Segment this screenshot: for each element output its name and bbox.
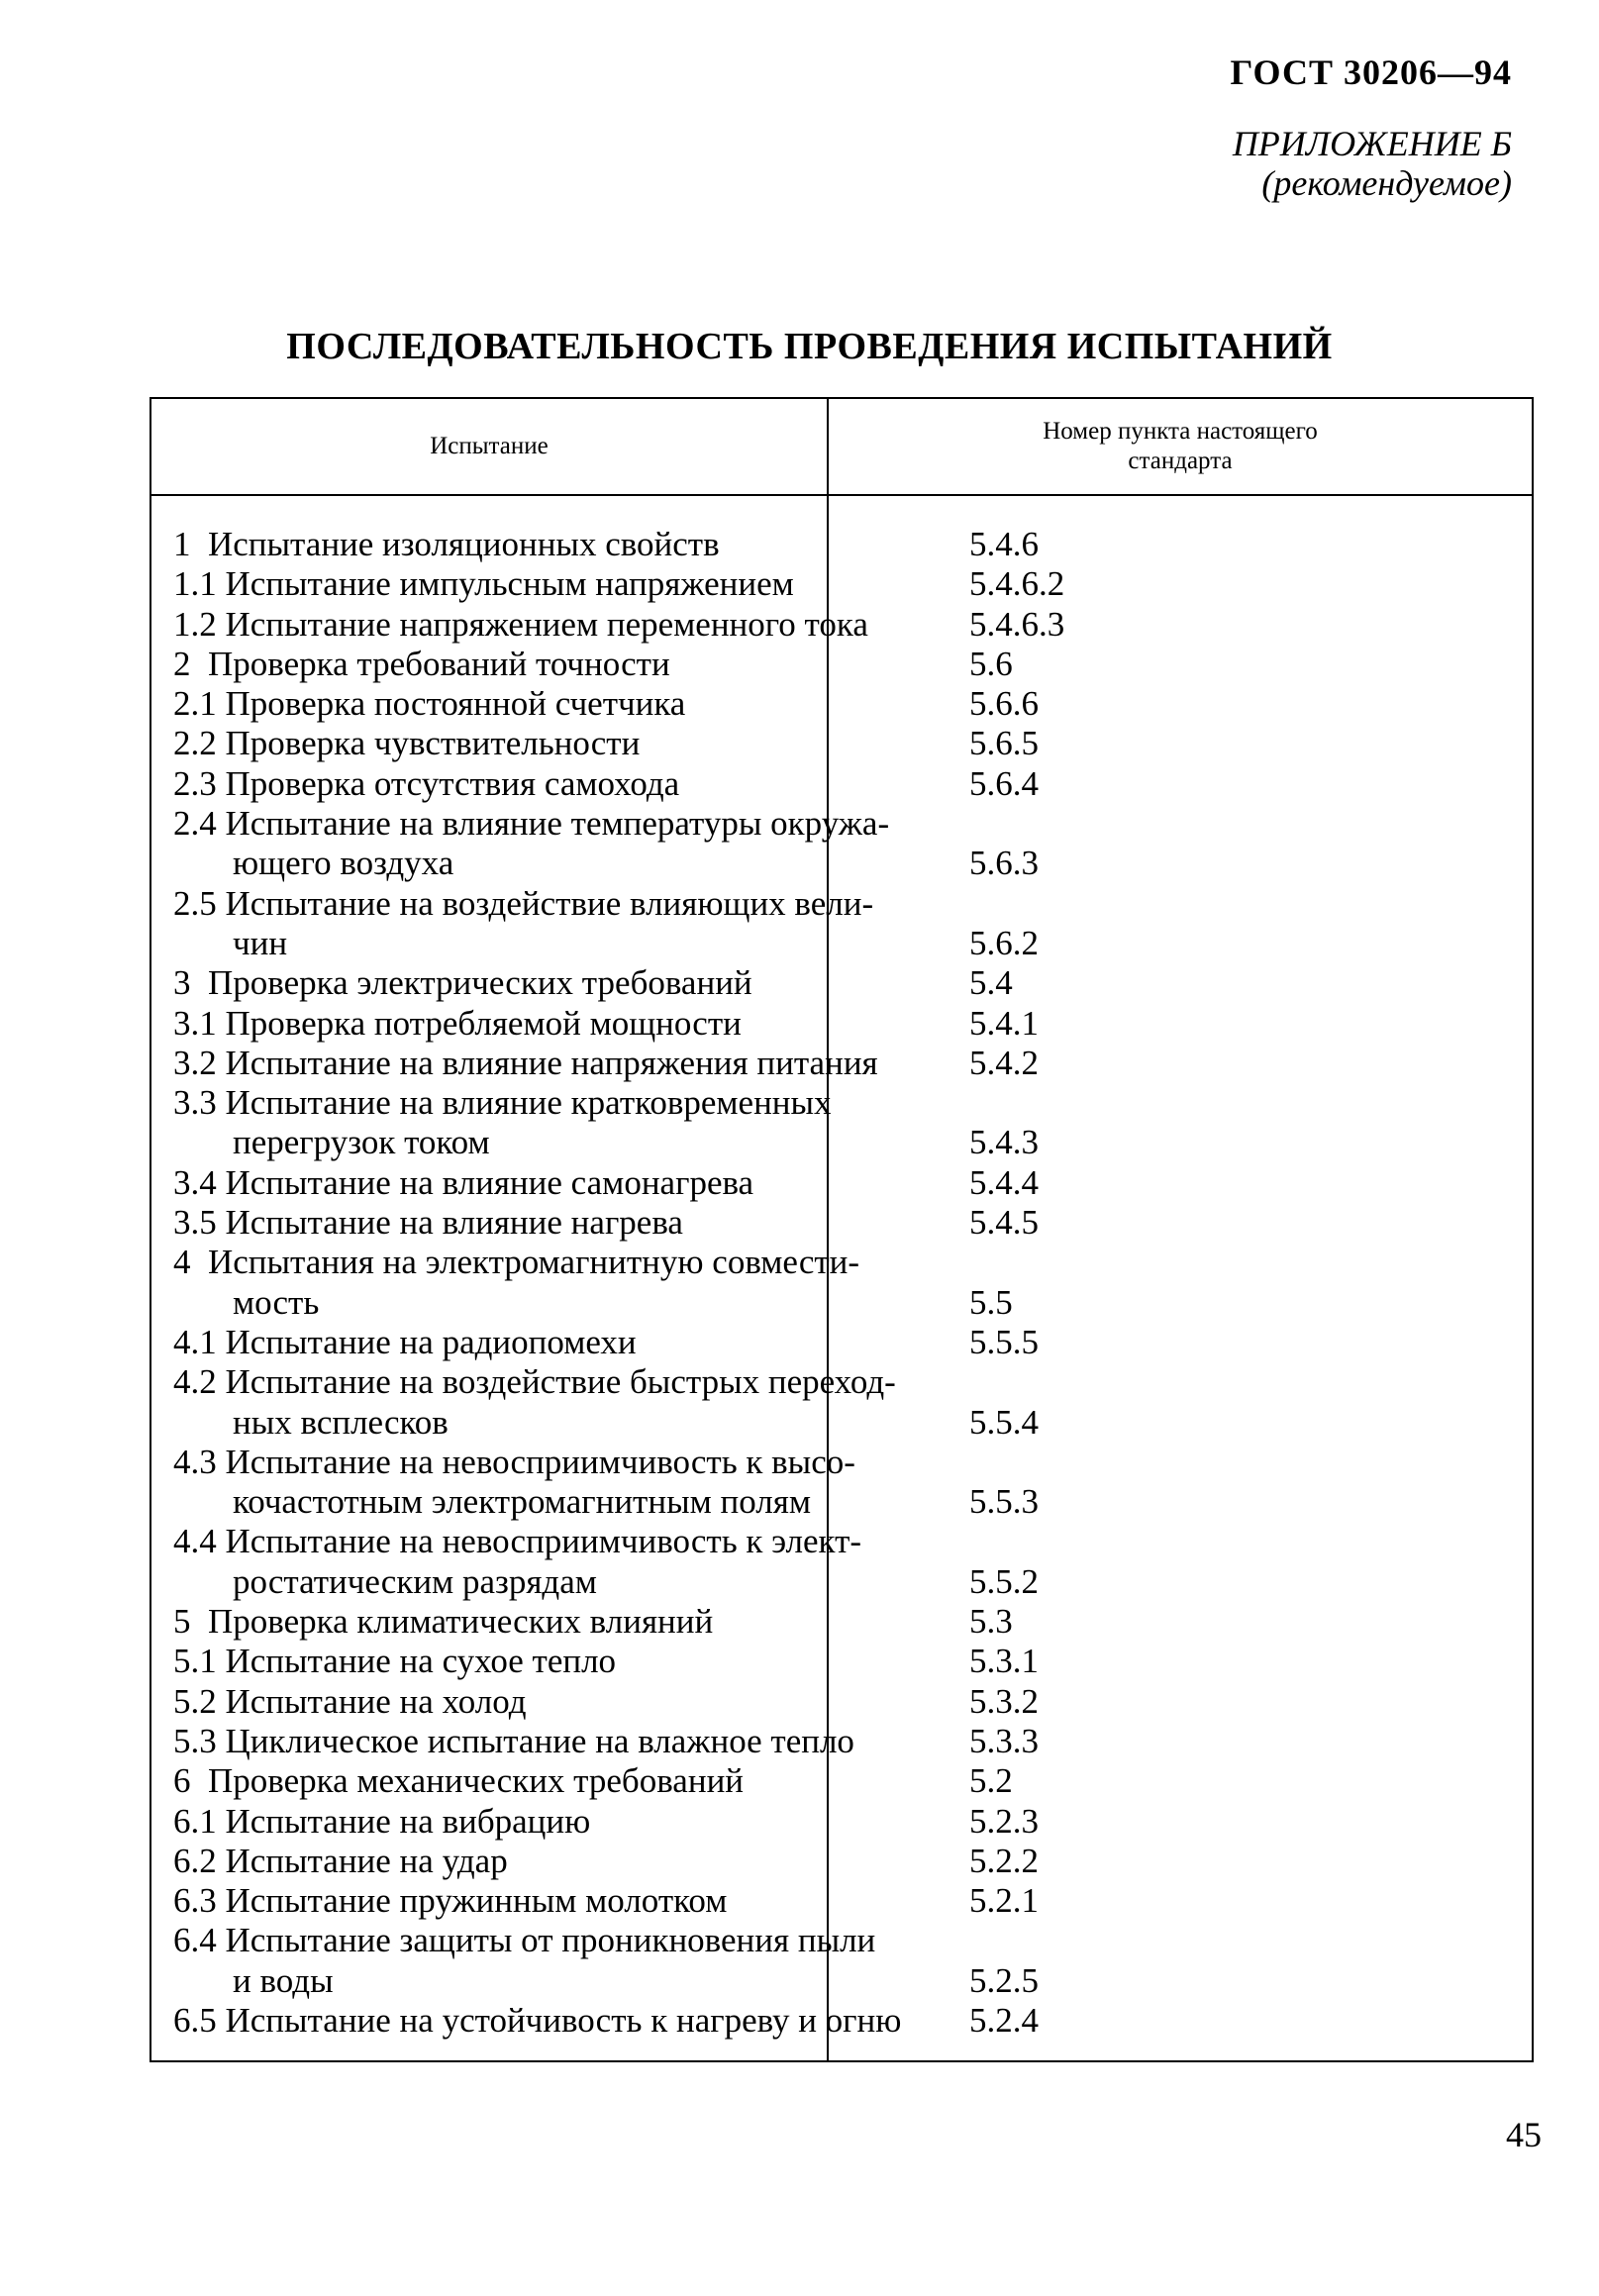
standard-number: ГОСТ 30206—94 (1230, 52, 1512, 92)
test-name: 2.5 Испытание на воздействие влияющих вели- (173, 883, 874, 923)
test-name-cell (150, 1921, 876, 2001)
test-name-cell (150, 1761, 827, 1801)
test-name-cell (150, 963, 827, 1003)
clause-reference-cell: 5.4.3 (969, 1123, 1039, 1162)
test-name: 5.2 Испытание на холод (173, 1681, 527, 1721)
table-row (150, 1203, 1534, 1243)
table-header-divider (150, 494, 1534, 496)
test-name-continuation: ющего воздуха (233, 844, 454, 883)
table-row (150, 1881, 1534, 1921)
test-name: 3 Проверка электрических требований (173, 963, 752, 1003)
test-name: 3.1 Проверка потребляемой мощности (173, 1003, 742, 1043)
clause-reference-cell: 5.4.6.2 (969, 564, 1065, 604)
clause-reference-cell: 5.6 (969, 644, 1013, 683)
test-name-cell (150, 564, 827, 604)
clause-reference-cell: 5.4 (969, 963, 1013, 1003)
test-name-cell (150, 1203, 827, 1243)
test-name-cell (150, 604, 868, 645)
table-row (150, 724, 1534, 763)
test-name-continuation: ростатическим разрядам (233, 1561, 597, 1601)
test-name: 5.1 Испытание на сухое тепло (173, 1642, 617, 1681)
clause-reference-cell: 5.3.2 (969, 1681, 1039, 1721)
clause-reference-cell: 5.5.3 (969, 1482, 1039, 1522)
test-name: 3.3 Испытание на влияние кратковременных (173, 1083, 832, 1123)
test-name-continuation: перегрузок током (233, 1123, 490, 1162)
clause-reference-cell: 5.6.6 (969, 684, 1039, 724)
table-row (150, 1362, 1534, 1443)
test-name-continuation: кочастотным электромагнитным полям (233, 1482, 811, 1522)
test-name-cell (150, 1243, 860, 1323)
column-header-test: Испытание (430, 433, 549, 459)
table-row (150, 764, 1534, 804)
table-row (150, 1083, 1534, 1163)
clause-reference-cell: 5.5.5 (969, 1322, 1039, 1361)
page-number: 45 (1506, 2115, 1542, 2154)
clause-reference-cell: 5.3.3 (969, 1721, 1039, 1760)
test-name: 3.4 Испытание на влияние самонагрева (173, 1162, 754, 1202)
test-name-cell (150, 804, 890, 884)
table-row (150, 645, 1534, 684)
table-row (150, 963, 1534, 1003)
clause-reference-cell: 5.2.5 (969, 1960, 1039, 2000)
table-row (150, 884, 1534, 964)
table-row (150, 804, 1534, 884)
test-name-cell (150, 1043, 878, 1083)
table-row (150, 1323, 1534, 1362)
test-name: 2.4 Испытание на влияние температуры окружа- (173, 804, 890, 844)
table-row (150, 1642, 1534, 1681)
appendix-note: (рекомендуемое) (1261, 163, 1512, 203)
test-name: 5 Проверка климатических влияний (173, 1602, 714, 1642)
clause-reference-cell: 5.2.1 (969, 1881, 1039, 1921)
clause-reference-cell: 5.2.2 (969, 1841, 1039, 1880)
test-name-continuation: и воды (233, 1960, 334, 2000)
test-name-cell (150, 1642, 827, 1681)
test-name-cell (150, 1522, 862, 1602)
clause-reference-cell: 5.3 (969, 1602, 1013, 1642)
test-name-cell (150, 684, 827, 724)
test-name-cell (150, 1842, 827, 1881)
clause-reference-cell: 5.5.4 (969, 1402, 1039, 1442)
test-name-continuation: чин (233, 923, 288, 962)
test-name: 1 Испытание изоляционных свойств (173, 525, 720, 563)
table-row (150, 1602, 1534, 1642)
test-name-cell (150, 724, 827, 763)
table-row (150, 1682, 1534, 1722)
table-row (150, 525, 1534, 564)
test-name-cell (150, 1083, 832, 1163)
clause-reference-cell: 5.5.2 (969, 1561, 1039, 1601)
clause-reference-cell: 5.4.2 (969, 1043, 1039, 1082)
test-name: 4.4 Испытание на невосприимчивость к элект- (173, 1522, 862, 1561)
test-name: 5.3 Циклическое испытание на влажное тепло (173, 1721, 854, 1760)
test-name-cell (150, 1721, 854, 1761)
clause-reference-cell: 5.3.1 (969, 1642, 1039, 1681)
test-name: 4.3 Испытание на невосприимчивость к высо- (173, 1442, 855, 1481)
test-name-cell (150, 1163, 827, 1203)
appendix-label: ПРИЛОЖЕНИЕ Б (1232, 124, 1512, 163)
test-name: 2 Проверка требований точности (173, 644, 670, 683)
test-name-cell (150, 764, 827, 804)
test-name: 6.5 Испытание на устойчивость к нагреву и огню (173, 2000, 902, 2040)
table-row (150, 1921, 1534, 2001)
table-body (150, 525, 1534, 2041)
test-name: 1.1 Испытание импульсным напряжением (173, 564, 794, 604)
test-name: 4.2 Испытание на воздействие быстрых переход- (173, 1362, 896, 1402)
test-name: 6.1 Испытание на вибрацию (173, 1801, 591, 1841)
clause-reference-cell: 5.5 (969, 1282, 1013, 1322)
test-name-cell (150, 883, 874, 964)
table-row (150, 1842, 1534, 1881)
clause-reference-cell: 5.6.5 (969, 724, 1039, 763)
table-row (150, 2001, 1534, 2041)
test-name: 2.1 Проверка постоянной счетчика (173, 684, 686, 724)
table-row (150, 1522, 1534, 1602)
test-name-cell (150, 1004, 827, 1044)
clause-reference-cell: 5.2 (969, 1761, 1013, 1801)
clause-reference-cell: 5.2.3 (969, 1801, 1039, 1841)
clause-reference-cell: 5.4.5 (969, 1203, 1039, 1243)
test-name: 3.2 Испытание на влияние напряжения питания (173, 1043, 878, 1082)
clause-reference-cell: 5.2.4 (969, 2000, 1039, 2040)
test-name-continuation: ных всплесков (233, 1402, 449, 1442)
appendix-block (1233, 124, 1512, 203)
test-name: 2.2 Проверка чувствительности (173, 724, 641, 763)
clause-reference-cell: 5.4.6.3 (969, 604, 1065, 644)
test-name: 4.1 Испытание на радиопомехи (173, 1322, 637, 1361)
test-name-cell (150, 1362, 896, 1443)
test-name-continuation: мость (233, 1282, 320, 1322)
clause-reference-cell: 5.6.3 (969, 844, 1039, 883)
test-name-cell (150, 1682, 827, 1722)
clause-reference-cell: 5.6.4 (969, 763, 1039, 803)
clause-reference-cell: 5.4.6 (969, 525, 1039, 563)
test-name: 1.2 Испытание напряжением переменного тока (173, 604, 868, 644)
test-name-cell (150, 1802, 827, 1842)
test-name-cell (150, 525, 827, 564)
table-row (150, 1004, 1534, 1044)
table-row (150, 564, 1534, 604)
test-name: 3.5 Испытание на влияние нагрева (173, 1203, 683, 1243)
table-row (150, 605, 1534, 645)
page-title: ПОСЛЕДОВАТЕЛЬНОСТЬ ПРОВЕДЕНИЯ ИСПЫТАНИЙ (286, 326, 1333, 367)
table-row (150, 1044, 1534, 1083)
column-header-reference (829, 399, 1532, 494)
table-row (150, 684, 1534, 724)
table-row (150, 1163, 1534, 1203)
test-name-cell (150, 1602, 827, 1642)
test-name: 6.4 Испытание защиты от проникновения пыли (173, 1921, 876, 1960)
table-row (150, 1243, 1534, 1323)
test-name-cell (150, 1323, 827, 1362)
test-name-cell (150, 2000, 902, 2041)
table-row (150, 1802, 1534, 1842)
clause-reference-cell: 5.6.2 (969, 923, 1039, 962)
column-header-reference-line2: стандарта (1128, 448, 1233, 474)
table-row (150, 1722, 1534, 1761)
clause-reference-cell: 5.4.4 (969, 1162, 1039, 1202)
test-name-cell (150, 1881, 827, 1921)
test-name: 6 Проверка механических требований (173, 1761, 745, 1801)
test-name-cell (150, 645, 827, 684)
table-row (150, 1761, 1534, 1801)
test-name: 6.2 Испытание на удар (173, 1841, 508, 1880)
clause-reference-cell: 5.4.1 (969, 1003, 1039, 1043)
table-row (150, 1443, 1534, 1523)
test-name: 4 Испытания на электромагнитную совмести- (173, 1243, 860, 1282)
test-name-cell (150, 1442, 855, 1523)
test-name: 6.3 Испытание пружинным молотком (173, 1881, 728, 1921)
column-header-reference-line1: Номер пункта настоящего (1043, 418, 1318, 445)
test-name: 2.3 Проверка отсутствия самохода (173, 763, 680, 803)
